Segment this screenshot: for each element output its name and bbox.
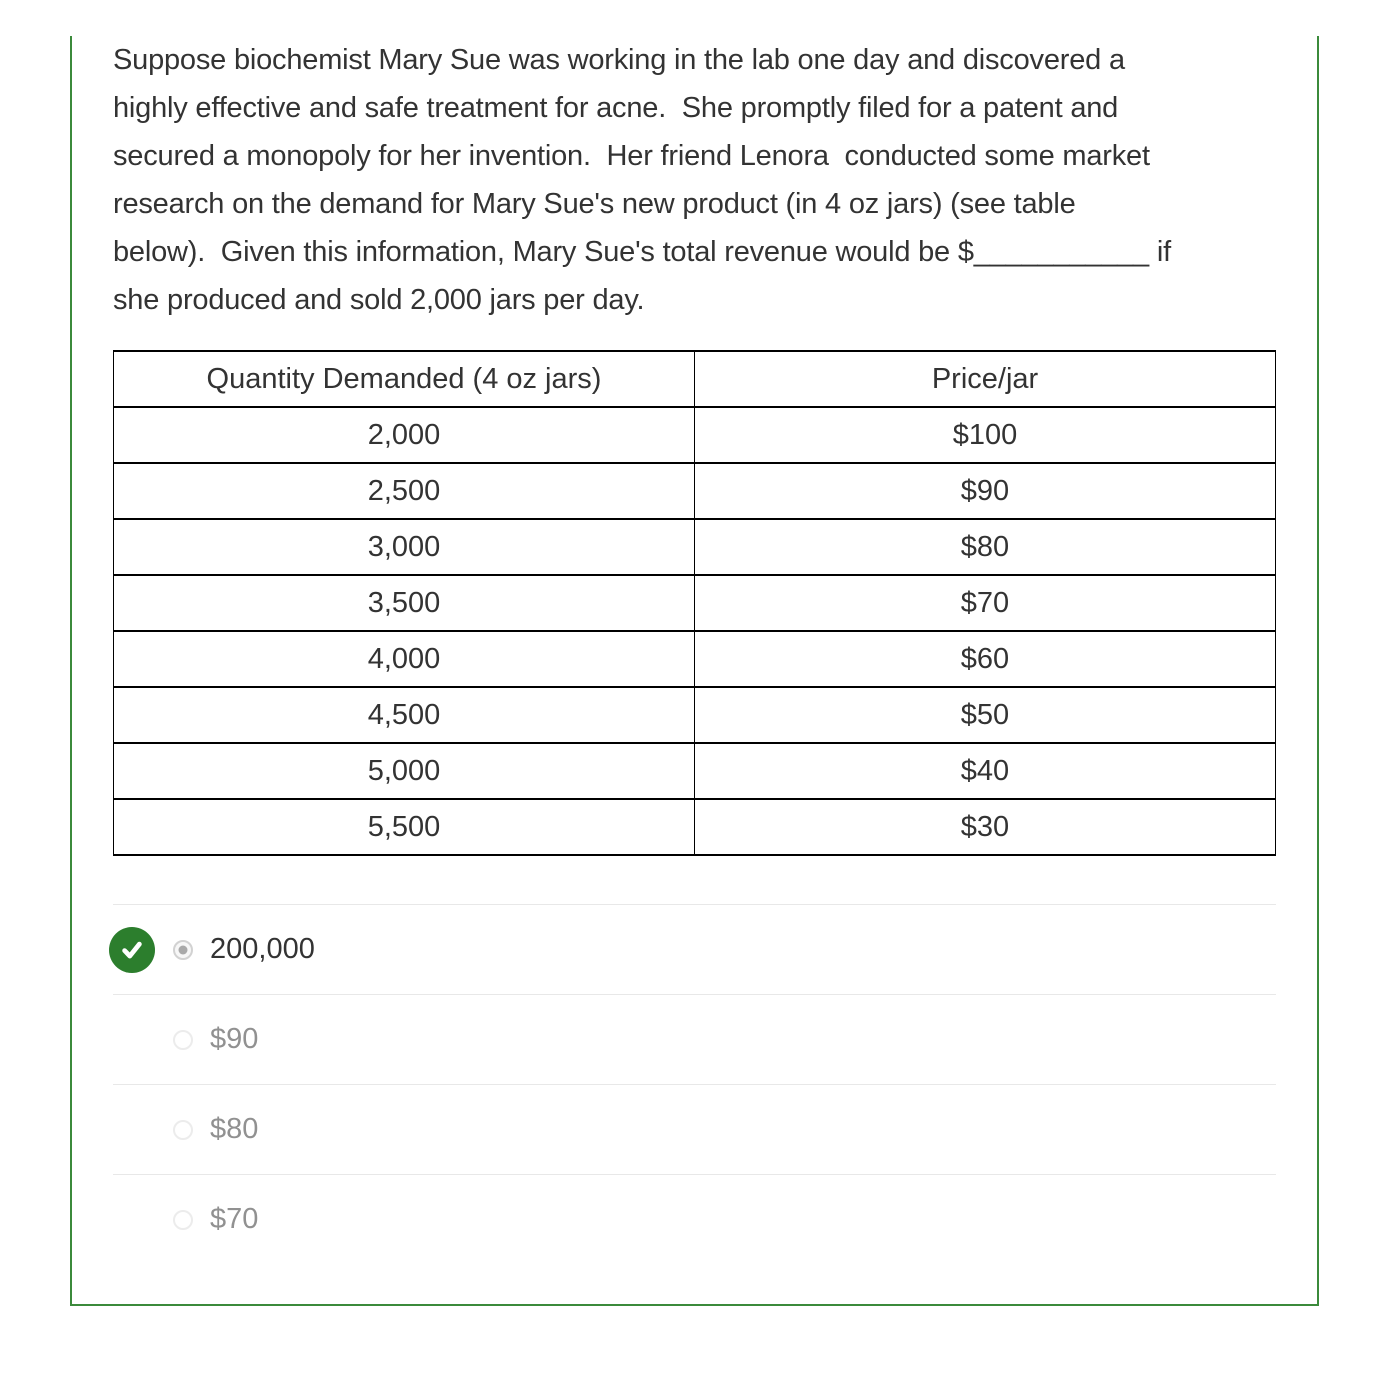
answer-option[interactable] bbox=[113, 904, 1276, 994]
answer-label: 200,000 bbox=[210, 933, 315, 965]
icon-spacer bbox=[109, 1197, 155, 1243]
check-circle bbox=[109, 927, 155, 973]
question-text-line: highly effective and safe treatment for acne. She promptly filed for a patent and bbox=[113, 92, 1119, 124]
radio-button[interactable] bbox=[173, 1030, 193, 1050]
correct-answer-icon bbox=[109, 927, 155, 973]
table-row bbox=[114, 631, 1276, 687]
table-header-quantity: Quantity Demanded (4 oz jars) bbox=[114, 351, 695, 407]
price-cell: $90 bbox=[695, 463, 1276, 519]
question-text-line: research on the demand for Mary Sue's new product (in 4 oz jars) (see table bbox=[113, 188, 1076, 220]
table-header-row bbox=[114, 351, 1276, 407]
price-cell: $30 bbox=[695, 799, 1276, 855]
price-cell: $60 bbox=[695, 631, 1276, 687]
radio-button[interactable] bbox=[173, 1210, 193, 1230]
quantity-cell: 3,000 bbox=[114, 519, 695, 575]
icon-spacer bbox=[109, 1107, 155, 1153]
quantity-cell: 5,000 bbox=[114, 743, 695, 799]
table-header-price: Price/jar bbox=[695, 351, 1276, 407]
quantity-cell: 2,000 bbox=[114, 407, 695, 463]
demand-table bbox=[113, 350, 1276, 856]
price-cell: $100 bbox=[695, 407, 1276, 463]
quantity-cell: 3,500 bbox=[114, 575, 695, 631]
radio-button[interactable] bbox=[173, 1120, 193, 1140]
price-cell: $40 bbox=[695, 743, 1276, 799]
quantity-cell: 5,500 bbox=[114, 799, 695, 855]
answer-option[interactable] bbox=[113, 994, 1276, 1084]
question-card bbox=[70, 36, 1319, 1306]
table-row bbox=[114, 743, 1276, 799]
icon-spacer bbox=[109, 1017, 155, 1063]
table-row bbox=[114, 463, 1276, 519]
question-text bbox=[113, 36, 1276, 324]
quantity-cell: 4,000 bbox=[114, 631, 695, 687]
table-row bbox=[114, 687, 1276, 743]
price-cell: $70 bbox=[695, 575, 1276, 631]
price-cell: $50 bbox=[695, 687, 1276, 743]
answer-label: $70 bbox=[210, 1203, 259, 1235]
question-text-line: below). Given this information, Mary Sue's total revenue would be $___________ if bbox=[113, 236, 1171, 268]
question-text-line: she produced and sold 2,000 jars per day. bbox=[113, 284, 645, 316]
price-cell: $80 bbox=[695, 519, 1276, 575]
answer-option[interactable] bbox=[113, 1174, 1276, 1264]
check-icon bbox=[119, 937, 145, 963]
table-row bbox=[114, 519, 1276, 575]
answer-options bbox=[113, 904, 1276, 1264]
table-row bbox=[114, 575, 1276, 631]
answer-option[interactable] bbox=[113, 1084, 1276, 1174]
question-text-line: Suppose biochemist Mary Sue was working in the lab one day and discovered a bbox=[113, 44, 1125, 76]
quantity-cell: 4,500 bbox=[114, 687, 695, 743]
quantity-cell: 2,500 bbox=[114, 463, 695, 519]
table-row bbox=[114, 799, 1276, 855]
answer-label: $80 bbox=[210, 1113, 259, 1145]
question-text-line: secured a monopoly for her invention. Her friend Lenora conducted some market bbox=[113, 140, 1150, 172]
answer-label: $90 bbox=[210, 1023, 259, 1055]
table-row bbox=[114, 407, 1276, 463]
radio-button[interactable] bbox=[173, 940, 193, 960]
